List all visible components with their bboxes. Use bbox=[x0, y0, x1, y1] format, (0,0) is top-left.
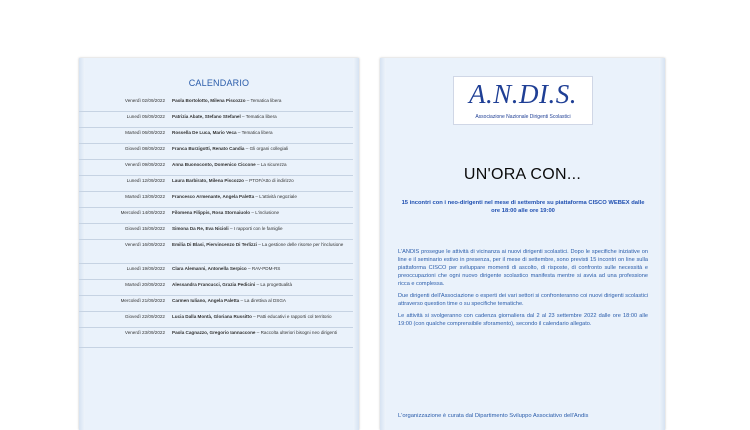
speaker-names: Lucia Dalla Montà, Gloriana Russitto bbox=[172, 314, 252, 319]
session-topic: – La gestione delle risorse per l'inclusione bbox=[256, 242, 344, 247]
calendar-description bbox=[172, 226, 352, 232]
calendar-description bbox=[172, 314, 352, 320]
calendar-description bbox=[172, 210, 352, 216]
calendar-description bbox=[172, 178, 352, 184]
session-topic: – Raccolta ulteriori bisogni neo dirigenti bbox=[255, 330, 337, 335]
speaker-names: Paola Bortolotto, Milena Piscozzo bbox=[172, 98, 246, 103]
calendar-description bbox=[172, 330, 352, 336]
speaker-names: Alessandra Francucci, Grazia Pedicini bbox=[172, 282, 256, 287]
session-topic: – I rapporti con le famiglie bbox=[228, 226, 283, 231]
calendar-description bbox=[172, 146, 352, 152]
speaker-names: Patrizia Abate, Stefano Stefanel bbox=[172, 114, 241, 119]
paragraph: Le attività si svolgeranno con cadenza giornaliera dal 2 al 23 settembre 2022 dalle ore 18:00 alle 19:00 (con qualche comprensibile sforamento), secondo il calendario allegato. bbox=[398, 313, 648, 327]
calendar-date: Martedì 20/09/2022 bbox=[125, 282, 165, 287]
session-topic: – L'inclusione bbox=[250, 210, 280, 215]
announcement-page bbox=[380, 58, 665, 430]
headline: UN'ORA CON... bbox=[463, 166, 582, 183]
calendar-description bbox=[172, 194, 352, 200]
session-topic: – L'attività negoziale bbox=[254, 194, 297, 199]
speaker-names: Filomena Filippis, Rosa Stornaiuolo bbox=[172, 210, 251, 215]
calendar-date: Venerdì 16/09/2022 bbox=[124, 242, 165, 247]
calendar-row bbox=[79, 144, 359, 160]
calendar-row bbox=[79, 96, 359, 112]
calendar-date: Venerdì 23/09/2022 bbox=[124, 330, 165, 335]
calendar-date: Lunedì 12/09/2022 bbox=[126, 178, 165, 183]
session-topic: – La direttiva al DSGA bbox=[239, 298, 286, 303]
session-topic: – Gli organi collegiali bbox=[244, 146, 289, 151]
calendar-date: Martedì 13/09/2022 bbox=[125, 194, 165, 199]
calendar-description bbox=[172, 266, 352, 272]
speaker-names: Emilia Di Blasi, Piervincenzo Di Terlizzi bbox=[172, 242, 257, 247]
session-topic: – La progettualità bbox=[255, 282, 293, 287]
subheadline: 15 incontri con i neo-dirigenti nel mese di settembre su piattaforma CISCO WEBEX dalle ore 18:00 alle ore 19:00 bbox=[401, 200, 645, 214]
logo-wordmark: A.N.DI.S. bbox=[469, 79, 577, 109]
calendar-row bbox=[79, 328, 359, 348]
paragraph: L'ANDIS prosegue le attività di vicinanza ai nuovi dirigenti scolastici. Dopo le specifiche iniziative on line e il seminario estivo in presenza, per il mese di settembre, sono previsti 15 incontri on line sulla piattaforma CISCO per sviluppare momenti di ascolto, di risposte, di confronto sulle necessità e preoccupazioni che ogni nuovo dirigente scolastico manifesta mentre si avvia ad una professione ricca e complessa. bbox=[398, 249, 648, 287]
calendar-description bbox=[172, 114, 352, 120]
calendar-date: Mercoledì 14/09/2022 bbox=[120, 210, 165, 215]
session-topic: – Tematica libera bbox=[245, 98, 282, 103]
calendar-row bbox=[79, 176, 359, 192]
calendar-date: Lunedì 19/09/2022 bbox=[126, 266, 165, 271]
session-topic: – Tematica libera bbox=[236, 130, 273, 135]
speaker-names: Franca Burzigotti, Renato Candia bbox=[172, 146, 245, 151]
calendar-description bbox=[172, 162, 352, 168]
speaker-names: Francesco Armenante, Angela Paletta bbox=[172, 194, 255, 199]
speaker-names: Rossella De Luca, Mario Veca bbox=[172, 130, 237, 135]
footer-note: L'organizzazione è curata dal Dipartimento Sviluppo Associativo dell'Andis bbox=[398, 413, 589, 419]
calendar-date: Venerdì 02/09/2022 bbox=[124, 98, 165, 103]
speaker-names: Paola Cagnazzo, Gregorio Iannaccone bbox=[172, 330, 256, 335]
calendar-description bbox=[172, 130, 352, 136]
speaker-names: Simona Da Re, Eva Nicioli bbox=[172, 226, 229, 231]
calendar-row bbox=[79, 312, 359, 328]
calendar-date: Martedì 06/09/2022 bbox=[125, 130, 165, 135]
calendar-date: Giovedì 22/09/2022 bbox=[124, 314, 165, 319]
calendar-description bbox=[172, 242, 352, 248]
calendar-row bbox=[79, 112, 359, 128]
andis-logo bbox=[453, 76, 593, 125]
session-topic: – RAV-PDM-RS bbox=[246, 266, 281, 271]
calendar-date: Lunedì 05/09/2022 bbox=[126, 114, 165, 119]
session-topic: – Tematica libera bbox=[240, 114, 277, 119]
calendar-list bbox=[79, 96, 359, 348]
calendar-description bbox=[172, 98, 352, 104]
calendar-row bbox=[79, 240, 359, 264]
speaker-names: Laura Barbirato, Milena Piscozzo bbox=[172, 178, 244, 183]
calendar-row bbox=[79, 160, 359, 176]
speaker-names: Carmen Iuliano, Angela Paletta bbox=[172, 298, 240, 303]
calendar-row bbox=[79, 192, 359, 208]
calendar-date: Giovedì 08/09/2022 bbox=[124, 146, 165, 151]
session-topic: – PTOF/Atto di indirizzo bbox=[244, 178, 294, 183]
calendar-row bbox=[79, 264, 359, 280]
session-topic: – La sicurezza bbox=[255, 162, 287, 167]
logo-subtitle: Associazione Nazionale Dirigenti Scolastici bbox=[475, 114, 571, 120]
calendar-page bbox=[79, 58, 359, 430]
session-topic: – Patti educativi e rapporti col territorio bbox=[251, 314, 332, 319]
calendar-title: CALENDARIO bbox=[188, 78, 250, 88]
calendar-row bbox=[79, 280, 359, 296]
speaker-names: Clara Alemanni, Antonella Serpico bbox=[172, 266, 247, 271]
paragraph: Due dirigenti dell'Associazione o esperti dei vari settori si confronteranno coi nuovi dirigenti scolastici attraverso question time o su specifiche tematiche. bbox=[398, 293, 648, 307]
calendar-row bbox=[79, 128, 359, 144]
calendar-description bbox=[172, 298, 352, 304]
body-text bbox=[398, 248, 648, 332]
calendar-row bbox=[79, 296, 359, 312]
calendar-date: Mercoledì 21/09/2022 bbox=[120, 298, 165, 303]
calendar-row bbox=[79, 224, 359, 240]
speaker-names: Anna Buonoconto, Domenico Ciccone bbox=[172, 162, 256, 167]
calendar-date: Venerdì 09/09/2022 bbox=[124, 162, 165, 167]
calendar-description bbox=[172, 282, 352, 288]
calendar-date: Giovedì 15/09/2022 bbox=[124, 226, 165, 231]
calendar-row bbox=[79, 208, 359, 224]
